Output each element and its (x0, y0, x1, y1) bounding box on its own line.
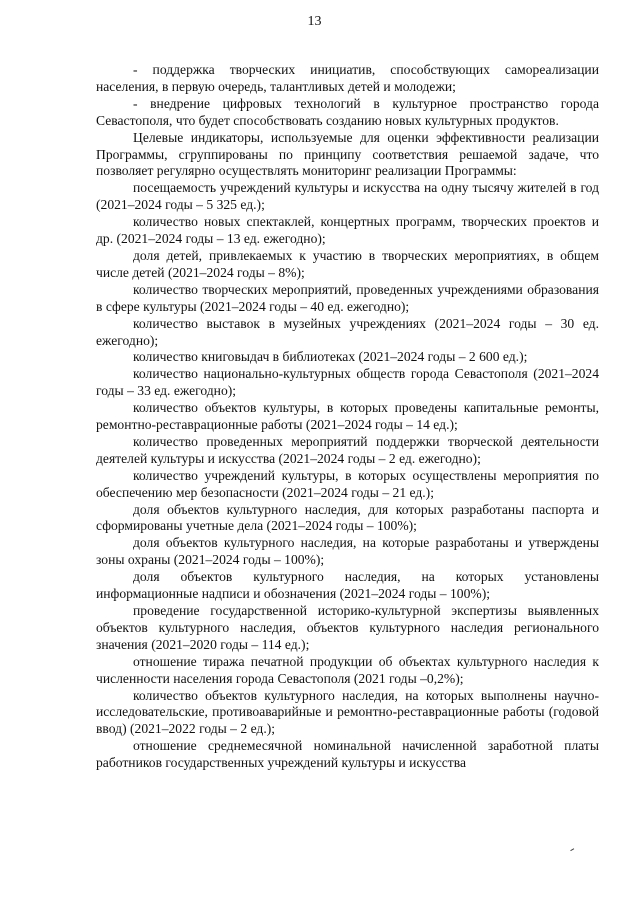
paragraph: проведение государственной историко-культурной экспертизы выявленных объектов культурного наследия, объектов культурного наследия регионального значения (2021–2020 годы – 114 ед.); (96, 603, 599, 652)
paragraph: количество национально-культурных обществ города Севастополя (2021–2024 годы – 33 ед. ежегодно); (96, 366, 599, 399)
paragraph: количество творческих мероприятий, проведенных учреждениями образования в сфере культуры (2021–2024 годы – 40 ед. ежегодно); (96, 281, 599, 314)
paragraph: доля детей, привлекаемых к участию в творческих мероприятиях, в общем числе детей (2021–2024 годы – 8%); (96, 247, 599, 280)
scan-mark (570, 848, 575, 853)
body-text (96, 62, 599, 772)
paragraph: отношение среднемесячной номинальной начисленной заработной платы работников государственных учреждений культуры и искусства (96, 738, 599, 771)
paragraph: посещаемость учреждений культуры и искусства на одну тысячу жителей в год (2021–2024 годы – 5 325 ед.); (96, 180, 599, 213)
page-number: 13 (307, 14, 322, 29)
paragraph: количество объектов культуры, в которых проведены капитальные ремонты, ремонтно-реставрационные работы (2021–2024 годы – 14 ед.); (96, 400, 599, 433)
paragraph: - поддержка творческих инициатив, способствующих самореализации населения, в первую очередь, талантливых детей и молодежи; (96, 62, 599, 94)
paragraph: доля объектов культурного наследия, на которые разработаны и утверждены зоны охраны (2021–2024 годы – 100%); (96, 535, 599, 568)
paragraph: Целевые индикаторы, используемые для оценки эффективности реализации Программы, сгруппированы по принципу соответствия решаемой задаче, что позволяет регулярно осуществлять мониторинг реализации Программы: (96, 129, 599, 179)
paragraph: количество учреждений культуры, в которых осуществлены мероприятия по обеспечению мер безопасности (2021–2024 годы – 21 ед.); (96, 467, 599, 500)
paragraph: доля объектов культурного наследия, для которых разработаны паспорта и сформированы учетные дела (2021–2024 годы – 100%); (96, 501, 599, 534)
paragraph: количество книговыдач в библиотеках (2021–2024 годы – 2 600 ед.); (133, 349, 528, 365)
paragraph: количество проведенных мероприятий поддержки творческой деятельности деятелей культуры и искусства (2021–2024 годы – 2 ед. ежегодно); (96, 433, 599, 466)
paragraph: - внедрение цифровых технологий в культурное пространство города Севастополя, что будет способствовать созданию новых культурных продуктов. (96, 95, 599, 128)
paragraph: доля объектов культурного наследия, на которых установлены информационные надписи и обозначения (2021–2024 годы – 100%); (96, 569, 599, 602)
paragraph: отношение тиража печатной продукции об объектах культурного наследия к численности населения города Севастополя (2021 годы –0,2%); (96, 653, 599, 686)
paragraph: количество выставок в музейных учреждениях (2021–2024 годы – 30 ед. ежегодно); (96, 315, 599, 348)
paragraph: количество объектов культурного наследия, на которых выполнены научно-исследовательские, противоаварийные и ремонтно-реставрационные работы (годовой ввод) (2021–2022 годы – 2 ед.); (96, 687, 599, 737)
paragraph: количество новых спектаклей, концертных программ, творческих проектов и др. (2021–2024 годы – 13 ед. ежегодно); (96, 214, 599, 247)
